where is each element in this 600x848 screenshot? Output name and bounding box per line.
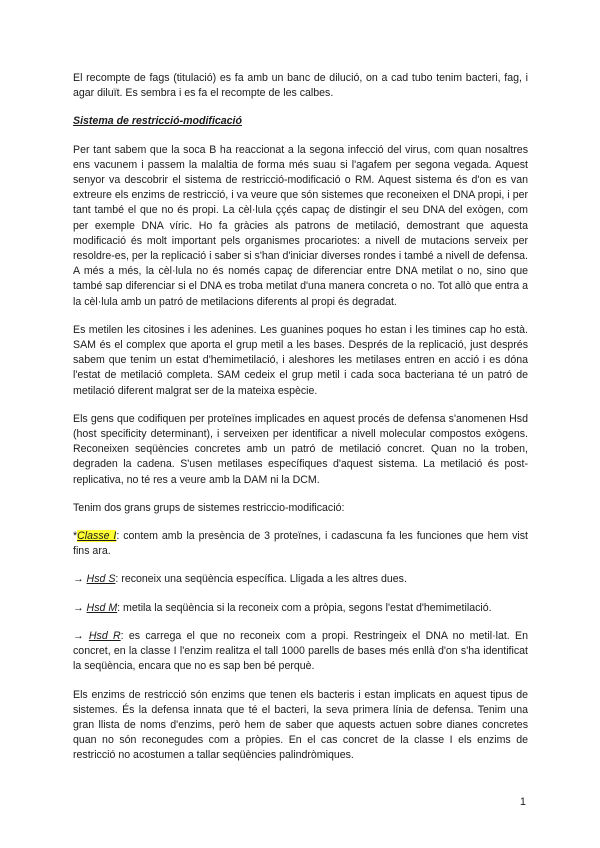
paragraph-rm-system: Per tant sabem que la soca B ha reaccionat a la segona infecció del virus, com quan nosaltres ens vacunem i passem la malaltia de forma més suau si l'agafem per segona vegada. Aquest senyor va descobrir el sistema de restricció-modificació o RM. Aquest sistema és d'on es van extreure els enzims de restricció, i va veure que són sistemes que reconeixen el DNA propi, i per tant també el que no és propi. La cèl·lula ççés capaç de distingir el seu DNA del exògen, com per exemple DNA víric. Ho fa gràcies als patrons de metilació, demostrant que aquesta modificació és molt important pels organismes procariotes: a nivell de mutacions serveix per resoldre-es, per la replicació i saber si s'han d'iniciar diverses rondes i també a nivell de defensa. A més a més, la cèl·lula no és només capaç de diferenciar entre DNA metilat o no, sino que també sap diferenciar si el DNA es troba metilat d'una manera concreta o no. Tot allò que entra a la cèl·lula amb un patró de metilacions diferents al propi és degradat. <box>73 143 528 308</box>
paragraph-groups: Tenim dos grans grups de sistemes restriccio-modificació: <box>73 501 345 514</box>
paragraph-classe-i <box>73 529 528 559</box>
arrow-icon: → <box>73 573 84 586</box>
paragraph-restriction-enzymes: Els enzims de restricció són enzims que tenen els bacteris i estan implicats en aquest tipus de sistemes. És la defensa innata que té el bacteri, la seva primera línia de defensa. Tenim una gran llista de noms d'enzims, però hem de saber que aquests actuen sobre dianes concretes quan no són reconegudes com a pròpies. En el cas concret de la classe I els enzims de restricció no acostumen a tallar seqüències palindròmiques. <box>73 688 528 762</box>
hsd-m-label: Hsd M <box>86 601 118 614</box>
hsd-r-text: : es carrega el que no reconeix com a propi. Restringeix el DNA no metil·lat. En concret, en la classe I l'enzim realitza el tall 1000 parells de bases més enllà d'on s'ha identificat la seqüència, encara que no es sap ben bé perquè. <box>73 629 528 673</box>
bullet-asterisk: * <box>73 530 78 543</box>
hsd-s-label: Hsd S <box>86 573 116 586</box>
hsd-r-label: Hsd R <box>88 629 121 642</box>
arrow-icon: → <box>73 601 84 614</box>
paragraph-titration: El recompte de fags (titulació) es fa amb un banc de dilució, on a cad tubo tenim bacteri, fag, i agar diluït. Es sembra i es fa el recompte de les calbes. <box>73 72 528 100</box>
paragraph-hsd-r <box>73 629 528 675</box>
hsd-m-text: : metila la seqüència si la reconeix com a pròpia, segons l'estat d'hemimetilació. <box>117 601 492 614</box>
classe-i-label: Classe I <box>77 530 117 543</box>
page-number: 1 <box>520 796 526 808</box>
paragraph-hsd-s <box>73 572 528 587</box>
paragraph-hsd-genes: Els gens que codifiquen per proteïnes implicades en aquest procés de defensa s'anomenen Hsd (host specificity determinant), i serveixen per identificar a nivell molecular compostos exògens. Reconeixen seqüències concretes amb un patró de metilació concret. Quan no la troben, degraden la cadena. S'usen metilases específiques d'aquest sistema. La metilació és post-replicativa, no té res a veure amb la DAM ni la DCM. <box>73 412 528 486</box>
section-heading: Sistema de restricció-modificació <box>73 115 242 128</box>
paragraph-hsd-m <box>73 601 528 616</box>
classe-i-text: : contem amb la presència de 3 proteïnes, i cadascuna fa les funciones que hem vist fins ara. <box>73 530 528 558</box>
arrow-icon: → <box>73 629 84 642</box>
hsd-s-text: : reconeix una seqüència específica. Lligada a les altres dues. <box>115 573 407 586</box>
document-body <box>73 71 528 777</box>
paragraph-methylation: Es metilen les citosines i les adenines. Les guanines poques ho estan i les timines cap ho està. SAM és el complex que aporta el grup metil a les bases. Després de la replicació, just després sabem que tenim un estat d'hemimetilació, i aleshores les metilases entren en acció i es dóna l'estat de metilació completa. SAM cedeix el grup metil i cada soca bacteriana té un patró de metilació diferent malgrat ser de la mateixa espècie. <box>73 323 528 397</box>
